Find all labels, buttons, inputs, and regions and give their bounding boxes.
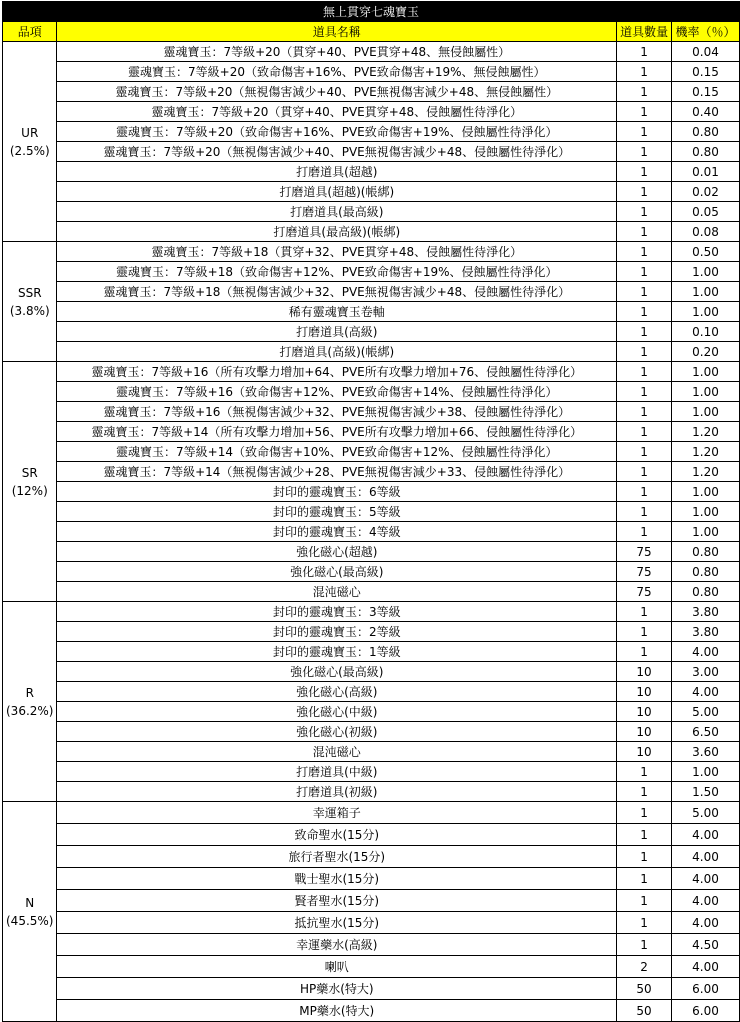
item-rate: 0.80 <box>672 582 740 602</box>
table-row <box>3 382 740 402</box>
item-rate: 1.00 <box>672 282 740 302</box>
item-rate: 3.80 <box>672 602 740 622</box>
item-name: 強化磁心(高級) <box>57 682 617 702</box>
item-quantity: 1 <box>617 824 672 846</box>
table-row <box>3 462 740 482</box>
item-rate: 0.80 <box>672 122 740 142</box>
grade-cell <box>3 42 57 242</box>
item-rate: 1.00 <box>672 362 740 382</box>
table-row <box>3 262 740 282</box>
item-name: 強化磁心(最高級) <box>57 562 617 582</box>
item-rate: 0.02 <box>672 182 740 202</box>
grade-percent: (45.5%) <box>6 913 54 928</box>
item-rate: 1.00 <box>672 502 740 522</box>
item-name: 混沌磁心 <box>57 742 617 762</box>
item-rate: 0.20 <box>672 342 740 362</box>
item-name: 封印的靈魂寶玉：1等級 <box>57 642 617 662</box>
table-row <box>3 702 740 722</box>
table-row <box>3 846 740 868</box>
item-quantity: 1 <box>617 182 672 202</box>
item-quantity: 1 <box>617 912 672 934</box>
table-row <box>3 542 740 562</box>
item-rate: 1.00 <box>672 762 740 782</box>
table-row <box>3 162 740 182</box>
item-quantity: 1 <box>617 82 672 102</box>
item-quantity: 1 <box>617 502 672 522</box>
header-rate: 機率（％） <box>672 22 740 42</box>
table-body <box>3 42 740 1022</box>
table-row <box>3 442 740 462</box>
item-rate: 1.00 <box>672 302 740 322</box>
item-name: 靈魂寶玉：7等級+18（貫穿+32、PVE貫穿+48、侵蝕屬性待淨化） <box>57 242 617 262</box>
table-row <box>3 782 740 802</box>
header-grade: 品項 <box>3 22 57 42</box>
item-quantity: 1 <box>617 122 672 142</box>
item-quantity: 1 <box>617 890 672 912</box>
table-title: 無上貫穿七魂寶玉 <box>3 2 740 22</box>
table-row <box>3 122 740 142</box>
table-row <box>3 582 740 602</box>
item-rate: 6.00 <box>672 978 740 1000</box>
item-name: 靈魂寶玉：7等級+20（貫穿+40、PVE貫穿+48、侵蝕屬性待淨化） <box>57 102 617 122</box>
item-name: 強化磁心(超越) <box>57 542 617 562</box>
item-name: 致命聖水(15分) <box>57 824 617 846</box>
item-rate: 1.00 <box>672 522 740 542</box>
table-row <box>3 142 740 162</box>
item-name: 強化磁心(中級) <box>57 702 617 722</box>
item-name: 戰士聖水(15分) <box>57 868 617 890</box>
item-rate: 0.50 <box>672 242 740 262</box>
grade-label: N <box>25 895 35 910</box>
item-name: 靈魂寶玉：7等級+20（無視傷害減少+40、PVE無視傷害減少+48、無侵蝕屬性） <box>57 82 617 102</box>
item-rate: 5.00 <box>672 802 740 824</box>
table-row <box>3 642 740 662</box>
item-rate: 3.80 <box>672 622 740 642</box>
table-row <box>3 342 740 362</box>
item-rate: 1.00 <box>672 482 740 502</box>
table-row <box>3 222 740 242</box>
table-row <box>3 502 740 522</box>
item-name: 賢者聖水(15分) <box>57 890 617 912</box>
item-rate: 0.01 <box>672 162 740 182</box>
item-name: 靈魂寶玉：7等級+20（致命傷害+16%、PVE致命傷害+19%、侵蝕屬性待淨化） <box>57 122 617 142</box>
item-name: 稀有靈魂寶玉卷軸 <box>57 302 617 322</box>
table-row <box>3 242 740 262</box>
table-row <box>3 622 740 642</box>
grade-cell <box>3 602 57 802</box>
table-row <box>3 322 740 342</box>
item-quantity: 1 <box>617 622 672 642</box>
item-name: 靈魂寶玉：7等級+14（所有攻擊力增加+56、PVE所有攻擊力增加+66、侵蝕屬性待淨化） <box>57 422 617 442</box>
table-row <box>3 956 740 978</box>
item-quantity: 1 <box>617 162 672 182</box>
item-rate: 0.80 <box>672 142 740 162</box>
table-row <box>3 912 740 934</box>
item-name: 打磨道具(初級) <box>57 782 617 802</box>
item-name: 混沌磁心 <box>57 582 617 602</box>
table-row <box>3 102 740 122</box>
item-name: 封印的靈魂寶玉：4等級 <box>57 522 617 542</box>
item-rate: 4.00 <box>672 890 740 912</box>
item-name: 封印的靈魂寶玉：3等級 <box>57 602 617 622</box>
item-quantity: 1 <box>617 422 672 442</box>
item-rate: 1.00 <box>672 382 740 402</box>
item-rate: 0.80 <box>672 562 740 582</box>
table-row <box>3 890 740 912</box>
item-name: 靈魂寶玉：7等級+18（無視傷害減少+32、PVE無視傷害減少+48、侵蝕屬性待淨化） <box>57 282 617 302</box>
item-quantity: 1 <box>617 102 672 122</box>
item-name: 靈魂寶玉：7等級+14（無視傷害減少+28、PVE無視傷害減少+33、侵蝕屬性待淨化） <box>57 462 617 482</box>
table-row <box>3 302 740 322</box>
item-quantity: 1 <box>617 382 672 402</box>
table-row <box>3 662 740 682</box>
table-row <box>3 202 740 222</box>
item-name: 靈魂寶玉：7等級+20（無視傷害減少+40、PVE無視傷害減少+48、侵蝕屬性待淨化） <box>57 142 617 162</box>
item-rate: 4.00 <box>672 642 740 662</box>
item-rate: 5.00 <box>672 702 740 722</box>
item-quantity: 1 <box>617 242 672 262</box>
item-name: 強化磁心(最高級) <box>57 662 617 682</box>
item-quantity: 10 <box>617 742 672 762</box>
item-quantity: 1 <box>617 846 672 868</box>
item-name: 靈魂寶玉：7等級+16（致命傷害+12%、PVE致命傷害+14%、侵蝕屬性待淨化） <box>57 382 617 402</box>
item-quantity: 1 <box>617 462 672 482</box>
item-quantity: 50 <box>617 1000 672 1022</box>
item-quantity: 1 <box>617 42 672 62</box>
item-name: 靈魂寶玉：7等級+16（無視傷害減少+32、PVE無視傷害減少+38、侵蝕屬性待淨化） <box>57 402 617 422</box>
item-name: MP藥水(特大) <box>57 1000 617 1022</box>
item-name: 封印的靈魂寶玉：2等級 <box>57 622 617 642</box>
probability-table <box>2 1 740 1022</box>
item-rate: 0.15 <box>672 82 740 102</box>
item-quantity: 1 <box>617 802 672 824</box>
item-name: 靈魂寶玉：7等級+18（致命傷害+12%、PVE致命傷害+19%、侵蝕屬性待淨化） <box>57 262 617 282</box>
item-name: 靈魂寶玉：7等級+20（致命傷害+16%、PVE致命傷害+19%、無侵蝕屬性） <box>57 62 617 82</box>
item-quantity: 1 <box>617 642 672 662</box>
item-quantity: 1 <box>617 362 672 382</box>
header-name: 道具名稱 <box>57 22 617 42</box>
table-row <box>3 978 740 1000</box>
item-rate: 0.04 <box>672 42 740 62</box>
item-rate: 3.00 <box>672 662 740 682</box>
table-row <box>3 722 740 742</box>
item-name: 旅行者聖水(15分) <box>57 846 617 868</box>
item-rate: 4.00 <box>672 868 740 890</box>
item-name: 抵抗聖水(15分) <box>57 912 617 934</box>
grade-label: R <box>25 685 34 700</box>
table-row <box>3 402 740 422</box>
item-rate: 4.00 <box>672 824 740 846</box>
item-rate: 0.08 <box>672 222 740 242</box>
item-rate: 6.00 <box>672 1000 740 1022</box>
item-quantity: 1 <box>617 782 672 802</box>
item-quantity: 1 <box>617 282 672 302</box>
item-quantity: 75 <box>617 582 672 602</box>
item-rate: 1.20 <box>672 422 740 442</box>
grade-label: SR <box>21 465 38 480</box>
item-quantity: 2 <box>617 956 672 978</box>
table-row <box>3 82 740 102</box>
table-row <box>3 62 740 82</box>
item-name: 打磨道具(中級) <box>57 762 617 782</box>
item-rate: 1.50 <box>672 782 740 802</box>
item-name: 封印的靈魂寶玉：5等級 <box>57 502 617 522</box>
table-row <box>3 182 740 202</box>
item-quantity: 1 <box>617 402 672 422</box>
item-name: 打磨道具(最高級) <box>57 202 617 222</box>
grade-percent: (12%) <box>11 483 48 498</box>
item-name: 打磨道具(超越) <box>57 162 617 182</box>
item-quantity: 1 <box>617 302 672 322</box>
item-name: 強化磁心(初級) <box>57 722 617 742</box>
item-rate: 1.20 <box>672 462 740 482</box>
table-row <box>3 868 740 890</box>
item-rate: 4.00 <box>672 912 740 934</box>
item-name: 打磨道具(最高級)(帳綁) <box>57 222 617 242</box>
item-quantity: 1 <box>617 934 672 956</box>
grade-cell <box>3 242 57 362</box>
item-quantity: 10 <box>617 662 672 682</box>
table-row <box>3 824 740 846</box>
grade-cell <box>3 802 57 1022</box>
item-quantity: 10 <box>617 702 672 722</box>
item-name: 封印的靈魂寶玉：6等級 <box>57 482 617 502</box>
item-rate: 4.00 <box>672 846 740 868</box>
table-row <box>3 802 740 824</box>
item-quantity: 1 <box>617 342 672 362</box>
item-quantity: 1 <box>617 482 672 502</box>
grade-label: UR <box>21 125 39 140</box>
item-name: 幸運藥水(高級) <box>57 934 617 956</box>
item-quantity: 1 <box>617 522 672 542</box>
item-rate: 0.05 <box>672 202 740 222</box>
item-quantity: 1 <box>617 262 672 282</box>
item-name: 靈魂寶玉：7等級+14（致命傷害+10%、PVE致命傷害+12%、侵蝕屬性待淨化） <box>57 442 617 462</box>
table-row <box>3 762 740 782</box>
item-rate: 0.80 <box>672 542 740 562</box>
item-name: 靈魂寶玉：7等級+20（貫穿+40、PVE貫穿+48、無侵蝕屬性） <box>57 42 617 62</box>
item-name: 喇叭 <box>57 956 617 978</box>
table-row <box>3 562 740 582</box>
item-quantity: 10 <box>617 722 672 742</box>
item-rate: 1.00 <box>672 402 740 422</box>
item-quantity: 1 <box>617 762 672 782</box>
item-rate: 1.00 <box>672 262 740 282</box>
item-rate: 0.10 <box>672 322 740 342</box>
grade-percent: (3.8%) <box>9 303 50 318</box>
item-rate: 6.50 <box>672 722 740 742</box>
item-rate: 0.40 <box>672 102 740 122</box>
item-name: 打磨道具(高級) <box>57 322 617 342</box>
item-quantity: 1 <box>617 322 672 342</box>
grade-cell <box>3 362 57 602</box>
item-rate: 4.00 <box>672 682 740 702</box>
item-quantity: 1 <box>617 202 672 222</box>
item-quantity: 1 <box>617 868 672 890</box>
item-rate: 4.00 <box>672 956 740 978</box>
header-qty: 道具數量 <box>617 22 672 42</box>
item-rate: 1.20 <box>672 442 740 462</box>
grade-percent: (2.5%) <box>9 143 50 158</box>
item-quantity: 10 <box>617 682 672 702</box>
item-name: HP藥水(特大) <box>57 978 617 1000</box>
item-name: 打磨道具(高級)(帳綁) <box>57 342 617 362</box>
table-row <box>3 42 740 62</box>
table-row <box>3 742 740 762</box>
table-row <box>3 482 740 502</box>
table-row <box>3 282 740 302</box>
item-quantity: 1 <box>617 602 672 622</box>
item-name: 靈魂寶玉：7等級+16（所有攻擊力增加+64、PVE所有攻擊力增加+76、侵蝕屬性待淨化） <box>57 362 617 382</box>
item-name: 打磨道具(超越)(帳綁) <box>57 182 617 202</box>
item-name: 幸運箱子 <box>57 802 617 824</box>
item-quantity: 75 <box>617 562 672 582</box>
item-quantity: 1 <box>617 62 672 82</box>
table-row <box>3 934 740 956</box>
table-row <box>3 422 740 442</box>
grade-percent: (36.2%) <box>6 703 54 718</box>
table-row <box>3 1000 740 1022</box>
item-rate: 0.15 <box>672 62 740 82</box>
item-quantity: 50 <box>617 978 672 1000</box>
item-rate: 3.60 <box>672 742 740 762</box>
table-row <box>3 602 740 622</box>
table-row <box>3 362 740 382</box>
item-rate: 4.50 <box>672 934 740 956</box>
table-row <box>3 522 740 542</box>
grade-label: SSR <box>17 285 42 300</box>
item-quantity: 1 <box>617 142 672 162</box>
table-row <box>3 682 740 702</box>
item-quantity: 1 <box>617 222 672 242</box>
item-quantity: 1 <box>617 442 672 462</box>
item-quantity: 75 <box>617 542 672 562</box>
